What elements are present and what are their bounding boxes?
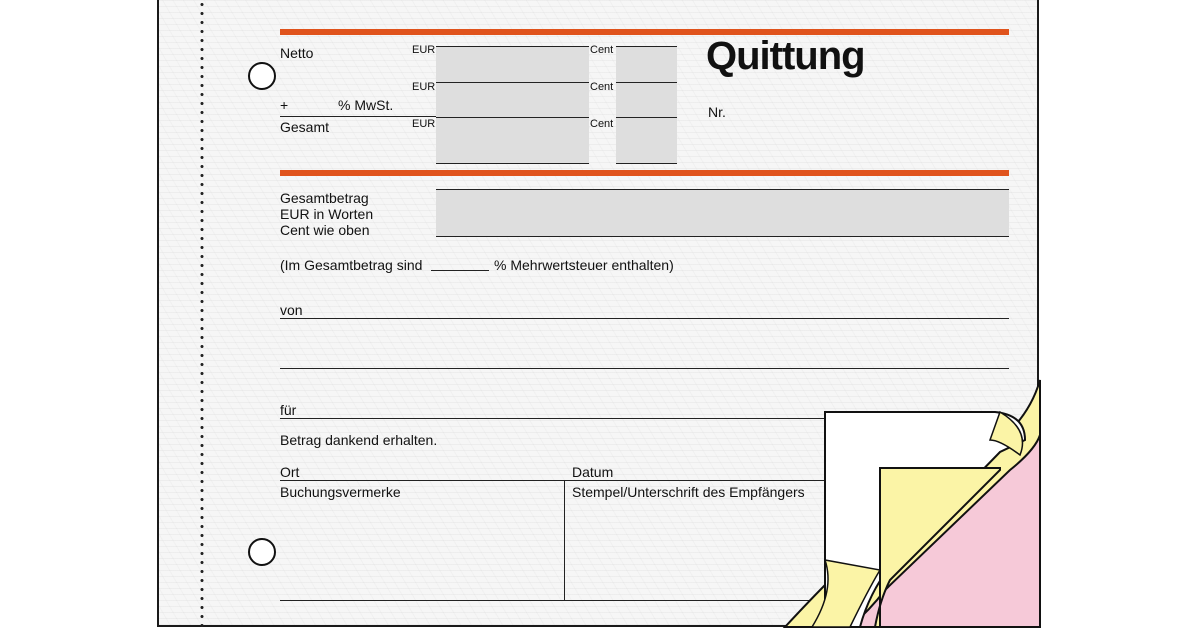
gesamtbetrag-line-2: EUR in Worten: [280, 206, 374, 222]
gesamt-label: Gesamt: [280, 119, 330, 135]
eur-label-2: EUR: [412, 81, 436, 93]
gesamtbetrag-line-3: Cent wie oben: [280, 222, 370, 238]
mwst-note-suffix: % Mehrwertsteuer enthalten): [494, 257, 674, 273]
stempel-label: Stempel/Unterschrift des Empfängers: [572, 484, 805, 500]
plus-label: +: [280, 97, 289, 113]
cent-label-2: Cent: [590, 81, 614, 93]
datum-label: Datum: [572, 464, 614, 480]
fuer-label: für: [280, 402, 297, 418]
nr-label: Nr.: [708, 104, 726, 120]
eur-label-3: EUR: [412, 118, 436, 130]
mwst-note-prefix: (Im Gesamtbetrag sind: [280, 257, 423, 273]
receipt-title: Quittung: [706, 34, 865, 78]
cent-label-1: Cent: [590, 44, 614, 56]
netto-label: Netto: [280, 45, 314, 61]
von-label: von: [280, 302, 303, 318]
buchungsvermerke-label: Buchungsvermerke: [280, 484, 401, 500]
betrag-dankend-label: Betrag dankend erhalten.: [280, 432, 438, 448]
cent-label-3: Cent: [590, 118, 614, 130]
gesamtbetrag-line-1: Gesamtbetrag: [280, 190, 369, 206]
eur-label-1: EUR: [412, 44, 436, 56]
mwst-label: % MwSt.: [338, 97, 394, 113]
ort-label: Ort: [280, 464, 300, 480]
